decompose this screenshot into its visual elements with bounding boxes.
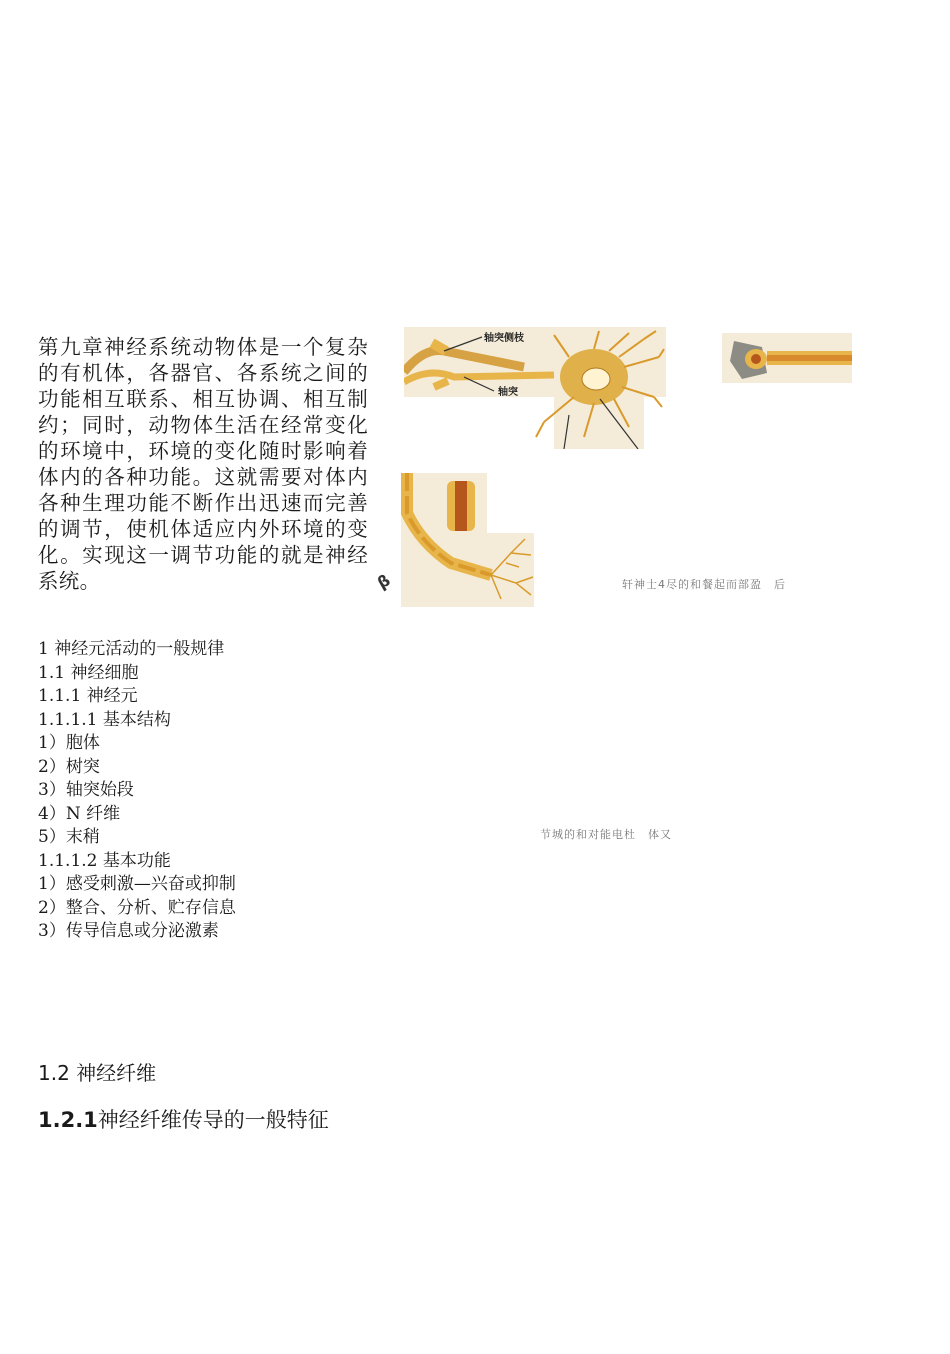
outline-item: 4）N 纤维 — [38, 803, 121, 824]
outline-item: 2）整合、分析、贮存信息 — [38, 897, 236, 918]
outline-item: 1 神经元活动的一般规律 — [38, 639, 225, 659]
section-heading-1-2: 1.2 神经纤维 — [38, 1061, 157, 1085]
outline-item: 1.1.1.1 基本结构 — [38, 709, 171, 730]
intro-paragraph: 第九章神经系统动物体是一个复杂的有机体，各器官、各系统之间的功能相互联系、相互协调、相互制约；同时，动物体生活在经常变化的环境中，环境的变化随时影响着体内的各种功能。这就需要对体内各种生理功能不断作出迅速而完善的调节，使机体适应内外环境的变化。实现这一调节功能的就是神经系统。 — [38, 335, 368, 593]
outline-item: 5）末稍 — [38, 827, 100, 847]
outline-item: 3）轴突始段 — [38, 780, 134, 800]
myelin-cell-figure — [722, 333, 852, 383]
outline-item: 1.1.1.2 基本功能 — [38, 850, 171, 871]
outline-item: 1）感受刺激—兴奋或抑制 — [38, 874, 236, 894]
figure-caption-2: 节城的和对能电杜 体又 — [540, 828, 672, 841]
section-title: 神经纤维传导的一般特征 — [97, 1108, 329, 1132]
outline-item: 1）胞体 — [38, 733, 100, 753]
outline-item: 3）传导信息或分泌激素 — [38, 921, 219, 941]
figure-caption-1: 轩神士4尽的和餐起而部盈 后 — [622, 578, 786, 591]
axon-terminal-figure — [401, 473, 534, 607]
figure-marker: β — [374, 570, 394, 593]
outline-list — [38, 638, 378, 944]
section-number: 1.2.1 — [38, 1108, 98, 1132]
dendrite-label: 轴突侧枝 — [484, 333, 524, 344]
neuron-figure — [404, 327, 666, 449]
outline-item: 1.1 神经细胞 — [38, 662, 139, 683]
axon-label: 轴突 — [498, 387, 518, 398]
section-heading-1-2-1 — [38, 1106, 329, 1134]
outline-item: 1.1.1 神经元 — [38, 686, 138, 706]
outline-item: 2）树突 — [38, 756, 100, 777]
